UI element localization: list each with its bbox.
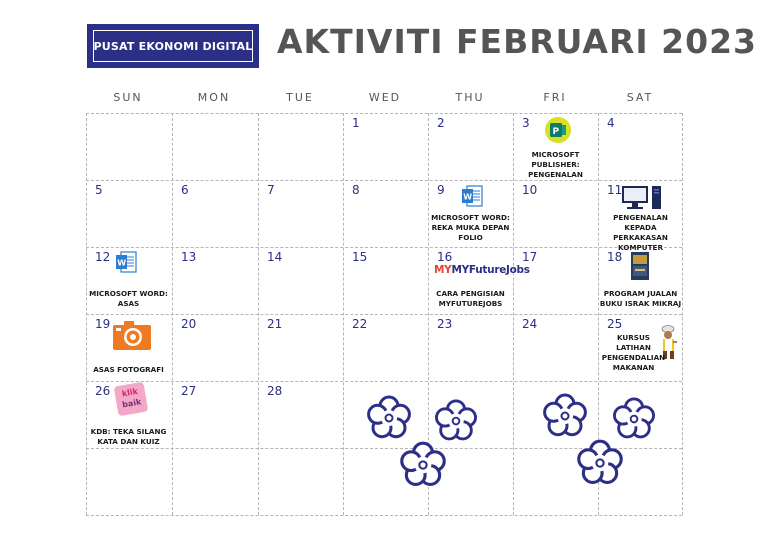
day-cell-6 [172,180,257,247]
day-cell-17 [513,247,598,314]
day-number: 12 [95,250,111,264]
day-number: 2 [437,116,445,130]
day-number: 26 [95,384,111,398]
svg-text:W: W [117,258,127,268]
day-number: 5 [95,183,103,197]
klik-baik-logo [114,382,149,417]
day-cell-22 [343,314,428,381]
day-cell-12 [86,247,171,314]
weekday-wed: WED [368,91,402,104]
day-cell-10 [513,180,598,247]
day-cell-3 [513,113,598,180]
event-label: ASAS FOTOGRAFI [93,365,164,374]
day-number: 10 [522,183,538,197]
day-number: 16 [437,250,453,264]
myfuturejobs-logo-text: MYFutureJobs [451,264,530,276]
event-label: CARA PENGISIAN MYFUTUREJOBS [436,289,505,308]
day-cell-11 [598,180,683,252]
day-number: 3 [522,116,530,130]
day-cell-5 [86,180,171,247]
day-cell-13 [172,247,257,314]
myfuturejobs-logo: MYMYFutureJobs [434,264,530,276]
day-cell-14 [258,247,343,314]
flower-decoration-icon [574,438,626,488]
day-number: 27 [181,384,197,398]
day-cell-2 [428,113,513,180]
day-number: 8 [352,183,360,197]
day-cell-24 [513,314,598,381]
day-number: 22 [352,317,368,331]
day-number: 19 [95,317,111,331]
brand-logo-frame [93,30,253,62]
word-icon [460,184,484,208]
flower-decoration-icon [540,392,590,440]
day-number: 25 [607,317,623,331]
day-cell-1 [343,113,428,180]
day-cell-7 [258,180,343,247]
day-cell-9 [428,180,513,247]
day-number: 21 [267,317,283,331]
day-number: 20 [181,317,197,331]
weekday-mon: MON [197,91,231,104]
day-number: 18 [607,250,623,264]
weekday-thu: THU [455,91,485,104]
klik-baik-logo-top: klik [121,386,139,399]
day-cell-20 [172,314,257,381]
day-number: 23 [437,317,453,331]
day-cell-15 [343,247,428,314]
day-number: 7 [267,183,275,197]
svg-text:W: W [463,192,473,202]
weekday-fri: FRI [543,91,567,104]
event-label: MICROSOFT WORD: REKA MUKA DEPAN FOLIO [431,213,510,242]
flower-decoration-icon [364,394,414,442]
word-icon [114,250,138,274]
day-number: 15 [352,250,368,264]
event-label: KDB: TEKA SILANG KATA DAN KUIZ [90,427,167,446]
day-number: 6 [181,183,189,197]
event-label: PENGENALAN KEPADA PERKAKASAN KOMPUTER [613,213,668,252]
weekday-sat: SAT [626,91,654,104]
day-number: 1 [352,116,360,130]
day-number: 13 [181,250,197,264]
weekday-sun: SUN [113,91,143,104]
brand-logo-box [87,24,259,68]
flower-decoration-icon [397,440,449,490]
day-number: 24 [522,317,538,331]
day-cell-26 [86,381,171,448]
flower-decoration-icon [610,396,658,442]
camera-icon [112,319,152,351]
day-cell-28 [258,381,343,448]
day-cell-18 [598,247,683,314]
book-cover-icon [630,251,650,281]
event-label: MICROSOFT WORD: ASAS [89,289,168,308]
day-cell-19 [86,314,171,381]
day-number: 28 [267,384,283,398]
event-label: MICROSOFT PUBLISHER: PENGENALAN [528,150,583,179]
svg-text:P: P [552,127,560,137]
day-number: 4 [607,116,615,130]
weekday-tue: TUE [286,91,314,104]
day-cell-8 [343,180,428,247]
day-number: 14 [267,250,283,264]
day-cell-27 [172,381,257,448]
event-label: PROGRAM JUALAN BUKU ISRAK MIKRAJ [599,289,682,308]
day-cell-25 [598,314,683,381]
klik-baik-logo-bottom: baik [121,397,143,410]
brand-logo-text: PUSAT EKONOMI DIGITAL [93,39,253,53]
event-label: KURSUS LATIHAN PENGENDALIAN MAKANAN [601,333,666,372]
flower-decoration-icon [432,398,480,444]
day-number: 17 [522,250,538,264]
computer-icon [620,185,664,211]
day-cell-4 [598,113,683,180]
day-cell-21 [258,314,343,381]
day-cell-23 [428,314,513,381]
day-number: 11 [607,183,623,197]
page-title: AKTIVITI FEBRUARI 2023 [277,22,757,61]
grid-line [86,515,682,516]
publisher-icon [544,116,572,144]
day-number: 9 [437,183,445,197]
